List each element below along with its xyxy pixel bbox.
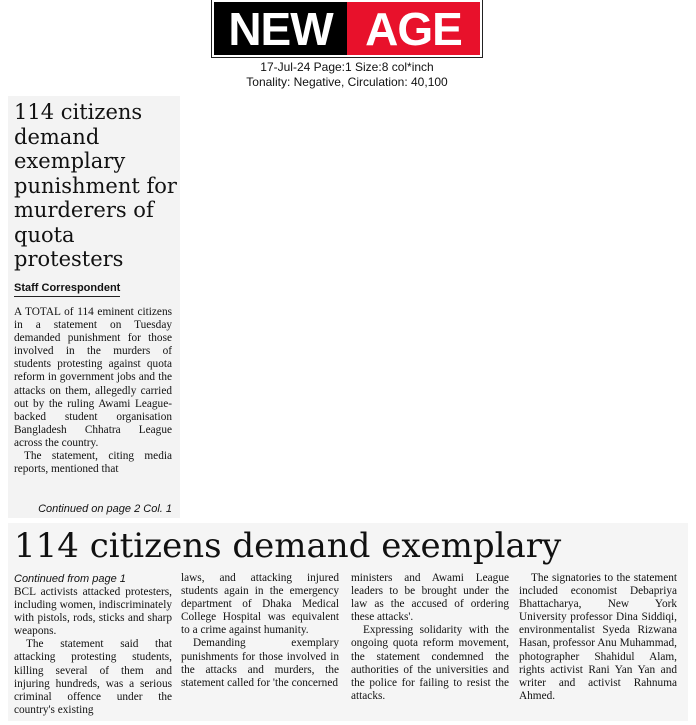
newspaper-logo [211, 0, 483, 58]
jump-column-3 [351, 572, 509, 703]
logo-box [214, 2, 480, 55]
logo-text-age: AGE [347, 2, 480, 55]
logo-text-new: NEW [214, 2, 347, 55]
tonality-info: Tonality: Negative, Circulation: 40,100 [246, 75, 448, 89]
front-paragraph: A TOTAL of 114 eminent citizens in a statement on Tuesday demanded punishment for those involved in the murders of students protesting against quota reform in government jobs and the attacks on them, allegedly carried out by the ruling Awami League-backed student organisation Bangladesh Chhatra League across the country. [14, 306, 172, 449]
front-article-body [14, 306, 172, 476]
jump-paragraph: BCL activists attacked protesters, including women, indiscriminately with pistols, rods, sticks and sharp weapons. [14, 586, 172, 638]
jump-paragraph: ministers and Awami League leaders to be brought under the law as the accused of ordering these attacks'. [351, 572, 509, 624]
jump-paragraph: laws, and attacking injured students again in the emergency department of Dhaka Medical College Hospital was equivalent to a crime against humanity. [181, 572, 339, 637]
article-headline: 114 citizens demand exemplary punishment for murderers of quota protesters [14, 100, 177, 271]
jump-paragraph: The statement said that attacking protesting students, killing several of them and injuring hundreds, was a serious criminal offence under the country's existing [14, 638, 172, 716]
clip-info: 17-Jul-24 Page:1 Size:8 col*inch [260, 60, 434, 74]
jump-headline: 114 citizens demand exemplary [14, 526, 562, 566]
jump-column-1 [14, 586, 172, 717]
jump-column-4 [519, 572, 677, 703]
jump-paragraph: Demanding exemplary punishments for those involved in the attacks and murders, the statement called for 'the concerned [181, 637, 339, 689]
jump-paragraph: The signatories to the statement included economist Debapriya Bhattacharya, New York University professor Dina Siddiqi, environmentalist Syeda Rizwana Hasan, professor Anu Muhammad, photographer Shahidul Alam, rights activist Rani Yan Yan and writer and activist Rahnuma Ahmed. [519, 572, 677, 702]
front-paragraph: The statement, citing media reports, mentioned that [14, 450, 172, 476]
jump-column-2 [181, 572, 339, 690]
continued-on-note: Continued on page 2 Col. 1 [38, 503, 172, 515]
jump-paragraph: Expressing solidarity with the ongoing quota reform movement, the statement condemned the authorities of the universities and the police for failing to resist the attacks. [351, 624, 509, 702]
byline: Staff Correspondent [14, 282, 120, 297]
continued-from-note: Continued from page 1 [14, 573, 126, 585]
